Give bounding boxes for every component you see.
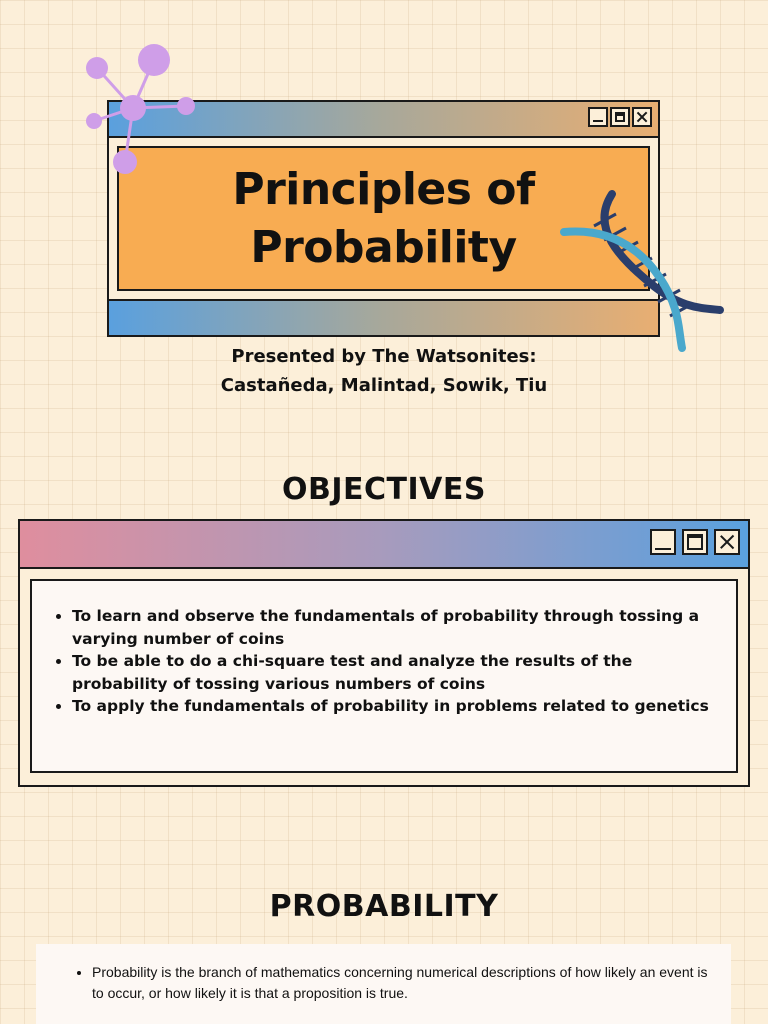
probability-list bbox=[36, 944, 731, 1004]
close-icon[interactable] bbox=[632, 107, 652, 127]
probability-heading: PROBABILITY bbox=[269, 889, 499, 924]
maximize-icon[interactable] bbox=[610, 107, 630, 127]
title-window-controls bbox=[588, 107, 652, 127]
presenters-line-1: Presented by The Watsonites: bbox=[231, 346, 537, 367]
page-title: Principles of Probability bbox=[232, 163, 535, 273]
dna-helix-icon bbox=[560, 188, 730, 358]
objective-item: • To apply the fundamentals of probability in problems related to genetics bbox=[72, 695, 724, 718]
objectives-window bbox=[18, 519, 750, 787]
molecule-icon bbox=[80, 38, 205, 178]
minimize-icon[interactable] bbox=[650, 529, 676, 555]
maximize-icon[interactable] bbox=[682, 529, 708, 555]
presenters-line-2: Castañeda, Malintad, Sowik, Tiu bbox=[220, 375, 548, 396]
objectives-window-controls bbox=[646, 529, 740, 555]
objectives-list bbox=[32, 581, 736, 718]
objectives-body bbox=[30, 579, 738, 773]
objective-item: • To be able to do a chi-square test and analyze the results of the probability of tossing various numbers of coins bbox=[72, 650, 724, 695]
probability-box bbox=[36, 944, 731, 1024]
presenters bbox=[100, 342, 668, 400]
close-icon[interactable] bbox=[714, 529, 740, 555]
objectives-window-titlebar bbox=[20, 521, 748, 569]
objectives-heading: OBJECTIVES bbox=[282, 472, 486, 507]
objective-item: • To learn and observe the fundamentals of probability through tossing a varying number of coins bbox=[72, 605, 724, 650]
probability-item: • Probability is the branch of mathematics concerning numerical descriptions of how likely an event is to occur, or how likely it is that a proposition is true. bbox=[92, 962, 711, 1004]
minimize-icon[interactable] bbox=[588, 107, 608, 127]
